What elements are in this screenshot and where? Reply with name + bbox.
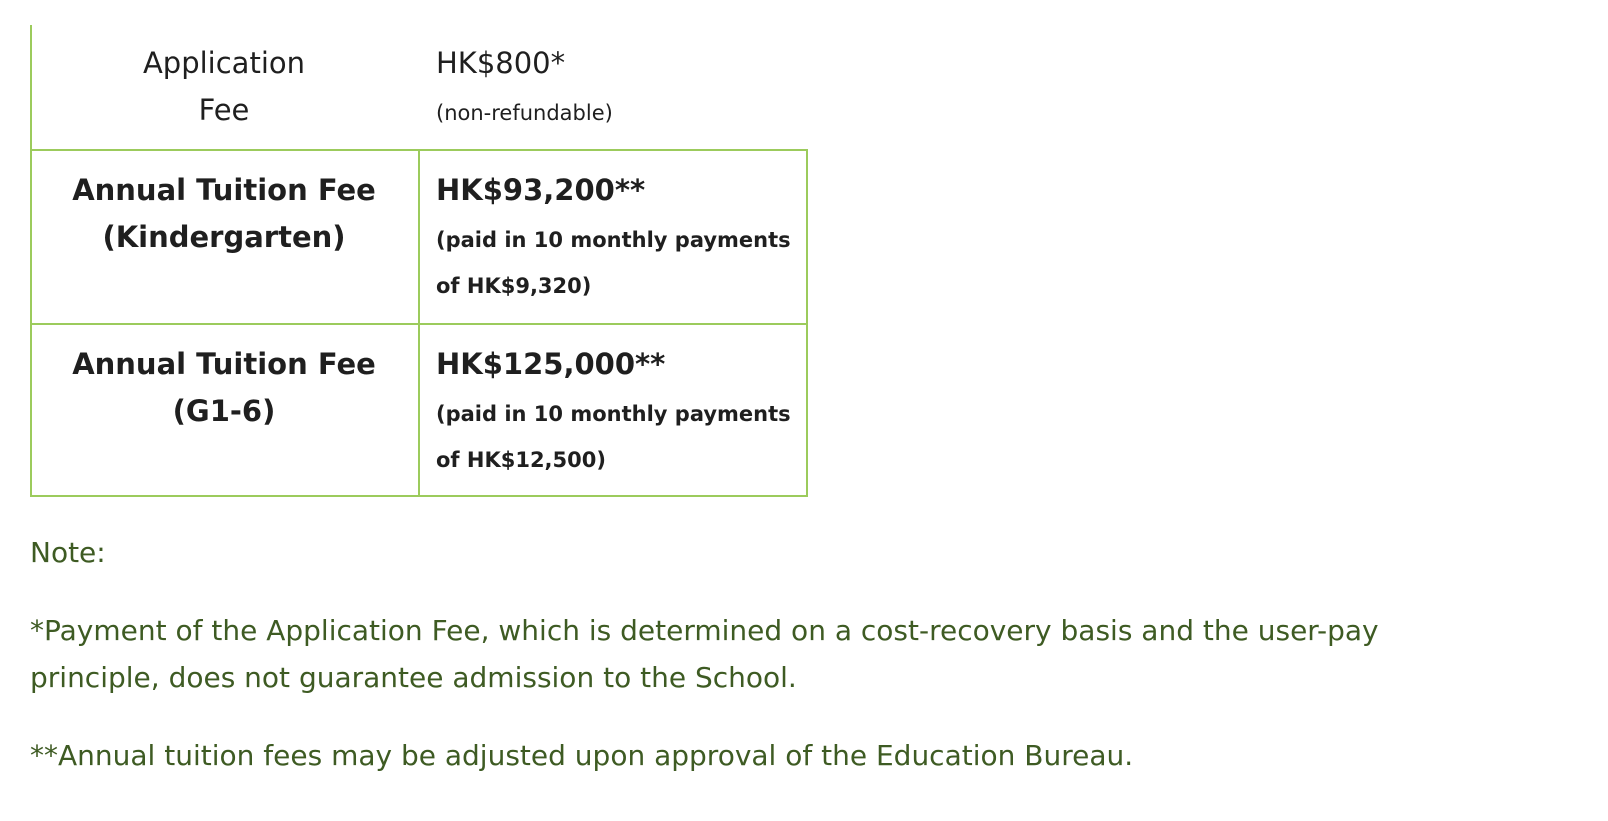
- application-fee-detail: (non-refundable): [436, 101, 613, 125]
- kindergarten-fee-detail-line2: of HK$9,320): [436, 274, 592, 298]
- kindergarten-fee-label-line1: Annual Tuition Fee: [72, 173, 376, 207]
- application-fee-label: [30, 40, 418, 134]
- application-fee-label-line1: Application: [142, 46, 306, 80]
- g1-6-fee-amount: HK$125,000**: [436, 347, 666, 381]
- g1-6-fee-detail-line1: (paid in 10 monthly payments: [436, 402, 791, 426]
- g1-6-fee-label-line2: (G1-6): [172, 394, 276, 428]
- table-border-right: [806, 149, 808, 497]
- note-tuition-adjustment: **Annual tuition fees may be adjusted upon approval of the Education Bureau.: [30, 739, 1134, 772]
- kindergarten-fee-amount: HK$93,200**: [436, 173, 646, 207]
- g1-6-fee-label: [30, 341, 418, 435]
- note-application-fee-line2: principle, does not guarantee admission to the School.: [30, 661, 797, 694]
- g1-6-fee-detail-line2: of HK$12,500): [436, 448, 606, 472]
- application-fee-amount: HK$800*: [436, 46, 566, 80]
- kindergarten-fee-label: [30, 167, 418, 261]
- application-fee-label-line2: Fee: [198, 93, 250, 127]
- table-column-divider: [418, 149, 420, 497]
- kindergarten-fee-detail-line1: (paid in 10 monthly payments: [436, 228, 791, 252]
- note-heading: Note:: [30, 536, 106, 569]
- fee-table: [30, 25, 808, 497]
- kindergarten-fee-label-line2: (Kindergarten): [102, 220, 346, 254]
- g1-6-fee-label-line1: Annual Tuition Fee: [72, 347, 376, 381]
- note-application-fee-line1: *Payment of the Application Fee, which is determined on a cost-recovery basis and the user-pay: [30, 614, 1379, 647]
